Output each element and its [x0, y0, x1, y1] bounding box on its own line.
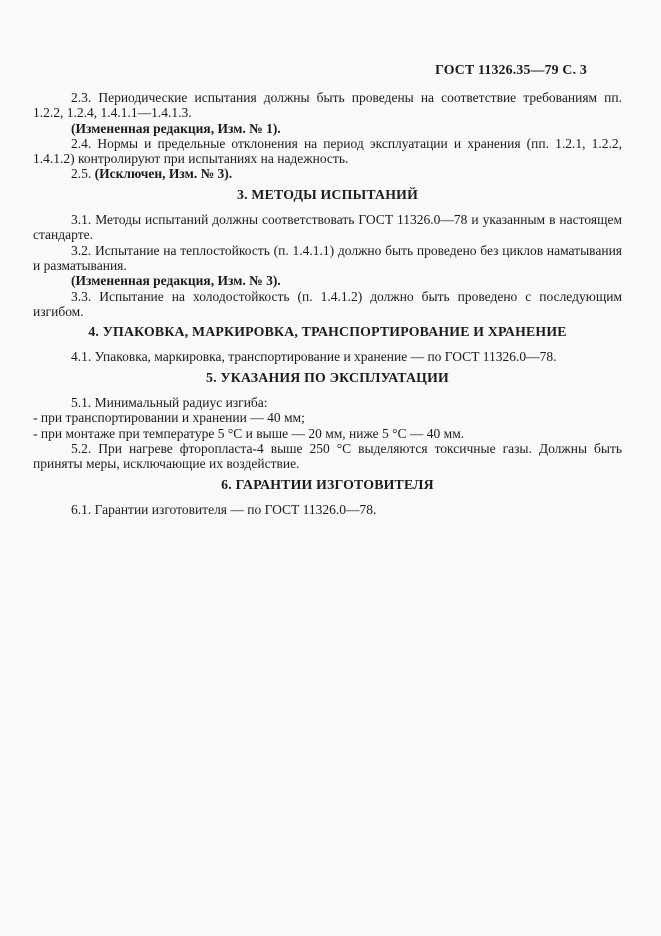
page-header — [33, 62, 622, 77]
paragraph-6-1: 6.1. Гарантии изготовителя — по ГОСТ 11326.0—78. — [71, 501, 377, 517]
list-item-bend-radius-mounting: - при монтаже при температуре 5 °С и выше — 20 мм, ниже 5 °С — 40 мм. — [33, 425, 465, 441]
paragraph-4-1: 4.1. Упаковка, маркировка, транспортирование и хранение — по ГОСТ 11326.0—78. — [71, 349, 557, 365]
paragraph-5-1: 5.1. Минимальный радиус изгиба: — [71, 395, 268, 411]
paragraph-3-2: 3.2. Испытание на теплостойкость (п. 1.4.1.1) должно быть проведено без циклов наматывания и разматывания. — [33, 242, 622, 273]
paragraph-5-2: 5.2. При нагреве фторопласта-4 выше 250 °С выделяются токсичные газы. Должны быть приняты меры, исключающие их воздействие. — [33, 440, 622, 472]
paragraph-3-3: 3.3. Испытание на холодостойкость (п. 1.4.1.2) должно быть проведено с последующим изгибом. — [33, 288, 622, 319]
section-6-heading: 6. ГАРАНТИИ ИЗГОТОВИТЕЛЯ — [221, 476, 434, 492]
page-header-label: ГОСТ 11326.35—79 С. 3 — [435, 62, 587, 77]
document-content — [33, 90, 622, 517]
paragraph-2-5-number: 2.5. — [71, 166, 95, 182]
paragraph-3-1: 3.1. Методы испытаний должны соответствовать ГОСТ 11326.0—78 и указанным в настоящем стандарте. — [33, 212, 622, 243]
section-5-heading: 5. УКАЗАНИЯ ПО ЭКСПЛУАТАЦИИ — [206, 369, 449, 385]
paragraph-2-5 — [33, 166, 622, 181]
editorial-note-3-2: (Измененная редакция, Изм. № 3). — [71, 273, 281, 289]
paragraph-2-4: 2.4. Нормы и предельные отклонения на период эксплуатации и хранения (пп. 1.2.1, 1.2.2, 1.4.1.2) контролируют при испытаниях на надежность. — [33, 135, 622, 167]
paragraph-2-5-note: (Исключен, Изм. № 3). — [94, 166, 233, 182]
section-3-heading: 3. МЕТОДЫ ИСПЫТАНИЙ — [236, 186, 419, 202]
editorial-note-2-3: (Измененная редакция, Изм. № 1). — [71, 120, 281, 136]
list-item-bend-radius-storage: - при транспортировании и хранении — 40 мм; — [33, 410, 305, 426]
section-4-heading: 4. УПАКОВКА, МАРКИРОВКА, ТРАНСПОРТИРОВАНИЕ И ХРАНЕНИЕ — [88, 324, 567, 340]
paragraph-2-3: 2.3. Периодические испытания должны быть проведены на соответствие требованиям пп. 1.2.2, 1.2.4, 1.4.1.1—1.4.1.3. — [33, 90, 622, 121]
